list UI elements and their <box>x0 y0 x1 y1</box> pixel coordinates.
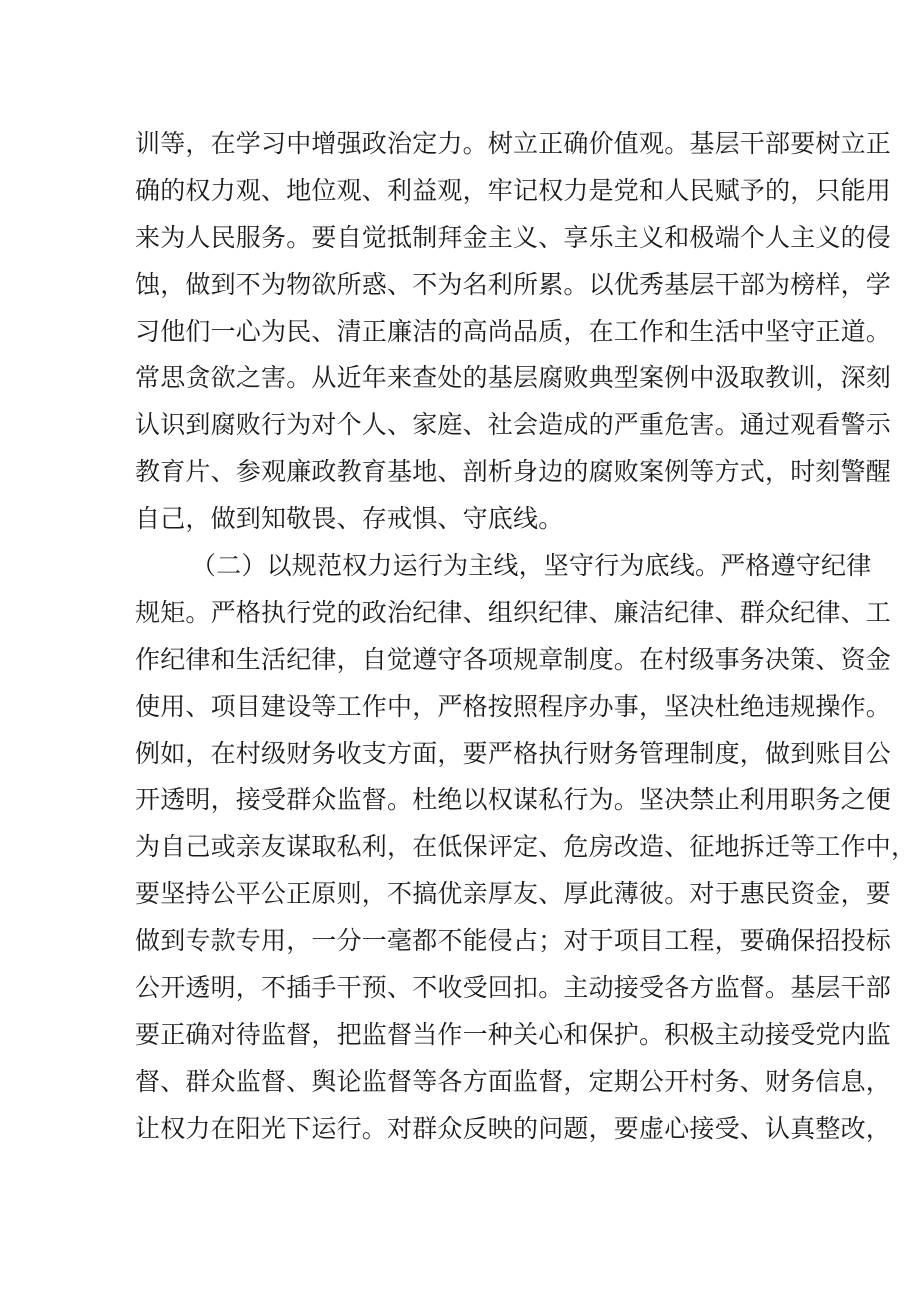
text-line-18: 做到专款专用，一分一毫都不能侵占；对于项目工程，要确保招投标 <box>135 926 892 956</box>
section-heading-line: （二）以规范权力运行为主线，坚守行为底线。严格遵守纪律 <box>191 551 872 581</box>
text-line-16: 为自己或亲友谋取私利，在低保评定、危房改造、征地拆迁等工作中， <box>135 832 917 862</box>
text-line-15: 开透明，接受群众监督。杜绝以权谋私行为。坚决禁止利用职务之便 <box>135 785 892 815</box>
text-line-14: 例如，在村级财务收支方面，要严格执行财务管理制度，做到账目公 <box>135 738 892 768</box>
body-text <box>135 121 917 1153</box>
text-line-7: 认识到腐败行为对个人、家庭、社会造成的严重危害。通过观看警示 <box>135 410 892 440</box>
text-line-20: 要正确对待监督，把监督当作一种关心和保护。积极主动接受党内监 <box>135 1019 892 1049</box>
text-line-17: 要坚持公平公正原则，不搞优亲厚友、厚此薄彼。对于惠民资金，要 <box>135 879 892 909</box>
text-line-6: 常思贪欲之害。从近年来查处的基层腐败典型案例中汲取教训，深刻 <box>135 363 892 393</box>
text-line-22: 让权力在阳光下运行。对群众反映的问题，要虚心接受、认真整改， <box>135 1113 892 1143</box>
text-line-8: 教育片、参观廉政教育基地、剖析身边的腐败案例等方式，时刻警醒 <box>135 457 892 487</box>
text-line-2: 确的权力观、地位观、利益观，牢记权力是党和人民赋予的，只能用 <box>135 175 892 205</box>
text-line-13: 使用、项目建设等工作中，严格按照程序办事，坚决杜绝违规操作。 <box>135 691 892 721</box>
text-line-3: 来为人民服务。要自觉抵制拜金主义、享乐主义和极端个人主义的侵 <box>135 222 892 252</box>
text-line-19: 公开透明，不插手干预、不收受回扣。主动接受各方监督。基层干部 <box>135 973 892 1003</box>
text-line-9: 自己，做到知敬畏、存戒惧、守底线。 <box>135 504 564 534</box>
text-line-11: 规矩。严格执行党的政治纪律、组织纪律、廉洁纪律、群众纪律、工 <box>135 597 892 627</box>
text-line-4: 蚀，做到不为物欲所惑、不为名利所累。以优秀基层干部为榜样，学 <box>135 269 892 299</box>
text-line-5: 习他们一心为民、清正廉洁的高尚品质，在工作和生活中坚守正道。 <box>135 316 892 346</box>
text-line-21: 督、群众监督、舆论监督等各方面监督，定期公开村务、财务信息， <box>135 1066 892 1096</box>
text-line-1: 训等，在学习中增强政治定力。树立正确价值观。基层干部要树立正 <box>135 129 892 158</box>
text-line-12: 作纪律和生活纪律，自觉遵守各项规章制度。在村级事务决策、资金 <box>135 644 892 674</box>
